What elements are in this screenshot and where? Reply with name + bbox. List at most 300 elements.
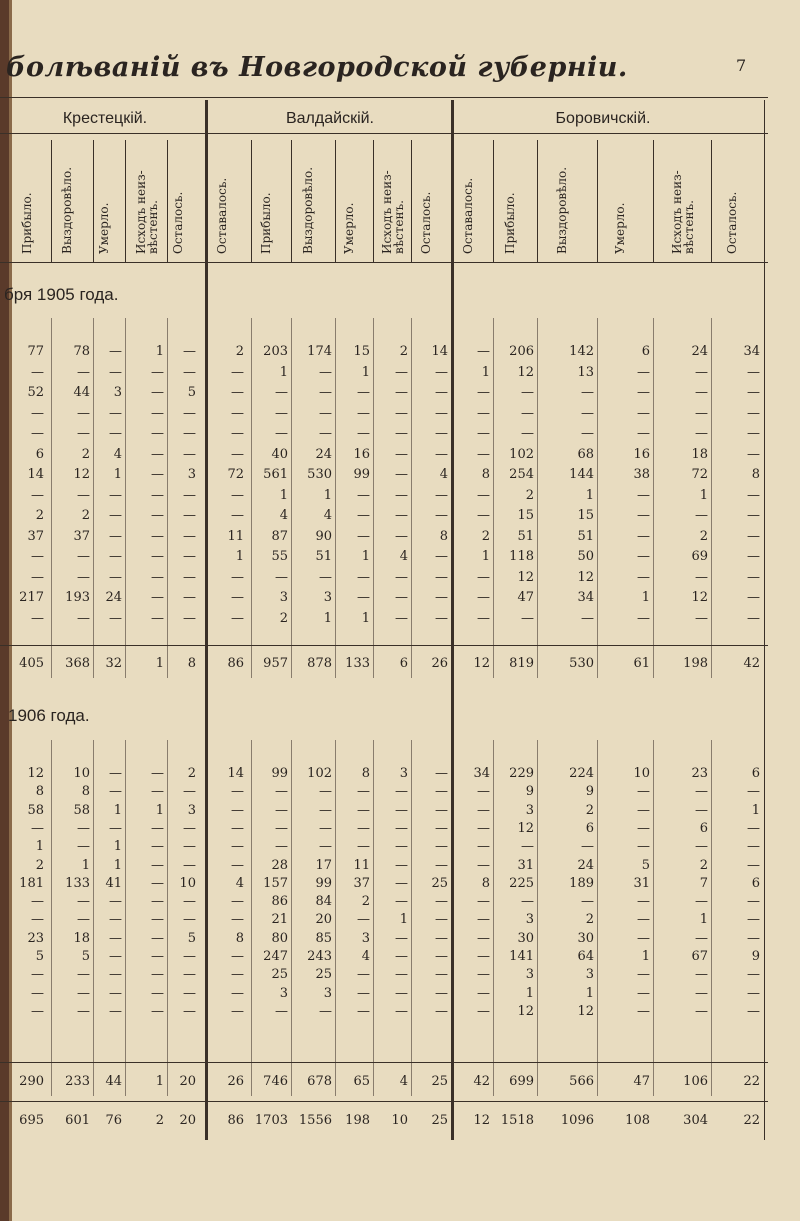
column-rule <box>411 140 412 262</box>
table-cell: 102 <box>509 446 534 462</box>
column-header: Умерло. <box>613 202 627 254</box>
table-cell: — <box>435 930 448 946</box>
table-cell: — <box>109 766 122 781</box>
table-cell: 10 <box>633 766 650 781</box>
table-cell: — <box>231 508 244 523</box>
table-cell: 47 <box>633 1074 650 1089</box>
column-rule <box>373 318 374 678</box>
column-rule <box>537 140 538 262</box>
table-cell: 8 <box>751 467 760 482</box>
column-header: Осталось. <box>725 191 739 254</box>
table-cell: 3 <box>279 985 288 1001</box>
table-cell: 4 <box>235 875 244 891</box>
table-cell: 2 <box>585 802 594 818</box>
table-cell: — <box>637 930 650 946</box>
column-rule <box>51 318 52 678</box>
table-cell: 1 <box>113 857 122 873</box>
table-cell: — <box>357 839 370 855</box>
table-cell: — <box>77 894 90 910</box>
column-header: Умерло. <box>97 202 111 254</box>
table-cell: — <box>395 875 408 891</box>
table-cell: — <box>231 364 244 380</box>
column-rule <box>411 740 412 1096</box>
table-cell: — <box>109 549 122 564</box>
table-cell: — <box>31 364 44 380</box>
table-cell: 37 <box>353 875 370 891</box>
table-cell: 233 <box>65 1074 90 1089</box>
table-cell: — <box>747 569 760 585</box>
table-cell: — <box>109 820 122 836</box>
table-cell: — <box>395 528 408 544</box>
column-rule <box>335 740 336 1096</box>
table-cell: 24 <box>691 344 708 359</box>
table-cell: 1 <box>35 839 44 855</box>
table-cell: — <box>521 405 534 421</box>
table-cell: 6 <box>751 766 760 781</box>
total-1906-rule <box>0 1062 768 1063</box>
table-cell: — <box>109 344 122 359</box>
column-header: Исходъ неиз- вѣстенъ. <box>670 170 696 254</box>
table-cell: 24 <box>577 857 594 873</box>
table-cell: — <box>695 1003 708 1019</box>
table-cell: 99 <box>271 766 288 781</box>
table-cell: 6 <box>641 344 650 359</box>
table-cell: — <box>183 528 196 544</box>
table-cell: — <box>109 949 122 964</box>
table-cell: — <box>747 487 760 503</box>
table-cell: — <box>695 569 708 585</box>
table-cell: 3 <box>585 967 594 983</box>
table-cell: 142 <box>569 344 594 359</box>
table-cell: 55 <box>271 549 288 564</box>
table-cell: — <box>637 385 650 400</box>
table-cell: 108 <box>625 1113 650 1128</box>
column-rule <box>493 318 494 678</box>
table-cell: 1 <box>155 656 164 671</box>
table-cell: 12 <box>473 1113 490 1128</box>
table-cell: 957 <box>263 656 288 671</box>
column-header: Выздоровѣло. <box>555 166 569 254</box>
table-cell: — <box>747 549 760 564</box>
table-cell: 22 <box>743 1074 760 1089</box>
table-cell: — <box>637 784 650 800</box>
column-rule <box>597 740 598 1096</box>
table-cell: 4 <box>399 1074 408 1089</box>
column-rule <box>125 318 126 678</box>
table-cell: — <box>477 344 490 359</box>
table-cell: 72 <box>691 467 708 482</box>
table-cell: 12 <box>691 590 708 605</box>
table-cell: — <box>477 426 490 441</box>
table-cell: 133 <box>65 875 90 891</box>
table-cell: — <box>109 894 122 910</box>
table-cell: — <box>637 985 650 1001</box>
table-cell: 12 <box>473 656 490 671</box>
table-cell: — <box>183 446 196 462</box>
table-cell: — <box>637 894 650 910</box>
table-cell: 40 <box>271 446 288 462</box>
table-cell: — <box>477 912 490 928</box>
table-cell: 2 <box>81 508 90 523</box>
column-rule <box>711 318 712 678</box>
table-cell: — <box>231 820 244 836</box>
table-cell: — <box>695 802 708 818</box>
table-cell: 14 <box>431 344 448 359</box>
table-cell: 11 <box>353 857 370 873</box>
table-cell: — <box>231 385 244 400</box>
table-cell: — <box>183 487 196 503</box>
table-cell: — <box>31 405 44 421</box>
table-cell: — <box>395 802 408 818</box>
table-cell: 16 <box>353 446 370 462</box>
column-rule <box>125 740 126 1096</box>
table-cell: — <box>747 912 760 928</box>
table-cell: — <box>231 967 244 983</box>
table-cell: — <box>477 569 490 585</box>
table-cell: 8 <box>187 656 196 671</box>
table-cell: — <box>477 894 490 910</box>
table-cell: 3 <box>525 802 534 818</box>
column-rule <box>373 740 374 1096</box>
table-cell: 5 <box>187 930 196 946</box>
table-cell: 2 <box>35 857 44 873</box>
column-rule <box>93 140 94 262</box>
table-cell: 530 <box>569 656 594 671</box>
table-cell: 4 <box>439 467 448 482</box>
table-cell: 6 <box>399 656 408 671</box>
column-header: Прибыло. <box>503 192 517 254</box>
table-cell: 1 <box>155 802 164 818</box>
table-cell: — <box>747 985 760 1001</box>
table-cell: 157 <box>263 875 288 891</box>
table-cell: — <box>275 1003 288 1019</box>
table-cell: — <box>357 985 370 1001</box>
table-cell: — <box>435 967 448 983</box>
table-cell: 243 <box>307 949 332 964</box>
table-cell: 217 <box>19 590 44 605</box>
table-cell: 1 <box>279 364 288 380</box>
table-cell: 30 <box>517 930 534 946</box>
table-cell: — <box>77 405 90 421</box>
table-cell: 20 <box>179 1074 196 1089</box>
table-cell: 47 <box>517 590 534 605</box>
table-cell: 878 <box>307 656 332 671</box>
table-cell: 50 <box>577 549 594 564</box>
table-cell: — <box>435 426 448 441</box>
table-cell: — <box>319 426 332 441</box>
table-cell: — <box>151 894 164 910</box>
table-cell: 3 <box>323 985 332 1001</box>
table-cell: — <box>395 894 408 910</box>
table-cell: 14 <box>227 766 244 781</box>
table-cell: — <box>151 549 164 564</box>
table-cell: — <box>357 385 370 400</box>
table-cell: — <box>109 405 122 421</box>
table-cell: 290 <box>19 1074 44 1089</box>
table-cell: — <box>183 949 196 964</box>
table-cell: 1 <box>481 364 490 380</box>
table-cell: — <box>435 766 448 781</box>
table-cell: 206 <box>509 344 534 359</box>
table-cell: 1 <box>699 487 708 503</box>
table-cell: — <box>231 487 244 503</box>
table-cell: — <box>395 426 408 441</box>
table-cell: 6 <box>751 875 760 891</box>
table-cell: — <box>435 1003 448 1019</box>
table-cell: — <box>395 985 408 1001</box>
table-cell: — <box>637 405 650 421</box>
table-cell: — <box>435 590 448 605</box>
table-cell: — <box>151 364 164 380</box>
table-cell: 85 <box>315 930 332 946</box>
table-cell: — <box>477 487 490 503</box>
table-cell: 1 <box>361 364 370 380</box>
table-cell: 64 <box>577 949 594 964</box>
table-cell: 9 <box>751 949 760 964</box>
table-cell: — <box>77 839 90 855</box>
table-cell: — <box>319 784 332 800</box>
table-cell: 34 <box>577 590 594 605</box>
table-cell: — <box>395 385 408 400</box>
column-header: Выздоровѣло. <box>301 166 315 254</box>
table-cell: 1 <box>113 802 122 818</box>
table-cell: — <box>183 784 196 800</box>
column-header: Прибыло. <box>259 192 273 254</box>
table-cell: 5 <box>187 385 196 400</box>
table-cell: — <box>357 1003 370 1019</box>
table-cell: 1 <box>81 857 90 873</box>
column-rule <box>711 740 712 1096</box>
table-cell: 174 <box>307 344 332 359</box>
table-cell: — <box>231 894 244 910</box>
page-title: болѣваній въ Новгородской губерніи. <box>6 52 628 83</box>
table-cell: 15 <box>517 508 534 523</box>
table-cell: — <box>357 426 370 441</box>
table-cell: — <box>477 385 490 400</box>
table-cell: — <box>357 784 370 800</box>
table-cell: 2 <box>279 610 288 626</box>
table-cell: 699 <box>509 1074 534 1089</box>
table-cell: — <box>521 894 534 910</box>
table-cell: 1 <box>641 949 650 964</box>
table-cell: — <box>275 820 288 836</box>
table-cell: — <box>637 820 650 836</box>
table-cell: — <box>395 930 408 946</box>
table-cell: 42 <box>473 1074 490 1089</box>
table-cell: — <box>477 784 490 800</box>
table-cell: — <box>231 784 244 800</box>
table-cell: 99 <box>353 467 370 482</box>
table-cell: — <box>109 784 122 800</box>
table-cell: — <box>109 528 122 544</box>
table-cell: 224 <box>569 766 594 781</box>
table-cell: 25 <box>271 967 288 983</box>
table-cell: 8 <box>481 467 490 482</box>
column-rule <box>335 140 336 262</box>
table-cell: — <box>151 766 164 781</box>
table-cell: 4 <box>113 446 122 462</box>
column-rule <box>167 740 168 1096</box>
table-cell: 18 <box>691 446 708 462</box>
table-cell: 25 <box>315 967 332 983</box>
table-cell: 1 <box>113 467 122 482</box>
table-cell: — <box>275 784 288 800</box>
table-cell: 8 <box>235 930 244 946</box>
table-cell: 193 <box>65 590 90 605</box>
table-cell: 13 <box>577 364 594 380</box>
column-rule <box>653 140 654 262</box>
column-header: Оставалось. <box>461 177 475 254</box>
table-cell: — <box>357 569 370 585</box>
table-cell: — <box>151 1003 164 1019</box>
column-rule <box>51 740 52 1096</box>
table-cell: — <box>31 549 44 564</box>
table-cell: — <box>747 610 760 626</box>
table-cell: — <box>747 385 760 400</box>
table-cell: 561 <box>263 467 288 482</box>
table-cell: — <box>395 839 408 855</box>
table-cell: — <box>183 590 196 605</box>
table-cell: 1 <box>585 487 594 503</box>
table-cell: — <box>637 610 650 626</box>
table-cell: — <box>183 508 196 523</box>
table-cell: 1 <box>113 839 122 855</box>
table-cell: 9 <box>525 784 534 800</box>
table-cell: — <box>183 426 196 441</box>
table-cell: 141 <box>509 949 534 964</box>
table-cell: — <box>581 839 594 855</box>
table-cell: 5 <box>641 857 650 873</box>
table-cell: 20 <box>179 1113 196 1128</box>
table-cell: 51 <box>517 528 534 544</box>
column-rule <box>251 318 252 678</box>
column-header: Исходъ неиз- вѣстенъ. <box>380 170 406 254</box>
table-cell: 58 <box>27 802 44 818</box>
table-cell: 23 <box>27 930 44 946</box>
table-cell: — <box>231 590 244 605</box>
table-cell: — <box>109 985 122 1001</box>
column-rule <box>291 140 292 262</box>
table-cell: — <box>231 405 244 421</box>
column-rule <box>125 140 126 262</box>
table-cell: — <box>581 385 594 400</box>
table-cell: — <box>109 967 122 983</box>
table-cell: — <box>695 967 708 983</box>
table-cell: 10 <box>179 875 196 891</box>
table-cell: 530 <box>307 467 332 482</box>
table-cell: — <box>151 930 164 946</box>
table-cell: — <box>435 894 448 910</box>
table-cell: — <box>77 610 90 626</box>
table-cell: — <box>231 985 244 1001</box>
table-cell: — <box>231 610 244 626</box>
table-cell: 86 <box>271 894 288 910</box>
district-krestetsky: Крестецкій. <box>62 110 148 127</box>
table-cell: — <box>31 569 44 585</box>
table-cell: — <box>109 508 122 523</box>
table-cell: — <box>151 590 164 605</box>
table-cell: — <box>581 894 594 910</box>
table-cell: — <box>695 784 708 800</box>
table-cell: 225 <box>509 875 534 891</box>
table-cell: 72 <box>227 467 244 482</box>
table-cell: — <box>695 985 708 1001</box>
column-rule <box>167 140 168 262</box>
table-cell: — <box>31 985 44 1001</box>
table-cell: 26 <box>227 1074 244 1089</box>
table-cell: — <box>477 405 490 421</box>
table-cell: — <box>521 839 534 855</box>
table-cell: 3 <box>525 912 534 928</box>
table-cell: — <box>357 912 370 928</box>
table-cell: — <box>395 508 408 523</box>
table-cell: 22 <box>743 1113 760 1128</box>
table-cell: — <box>357 487 370 503</box>
table-cell: — <box>395 364 408 380</box>
table-cell: — <box>275 426 288 441</box>
table-cell: 1556 <box>298 1113 332 1128</box>
table-cell: 37 <box>73 528 90 544</box>
table-cell: — <box>77 985 90 1001</box>
table-cell: — <box>695 839 708 855</box>
table-cell: 3 <box>187 467 196 482</box>
table-cell: — <box>31 487 44 503</box>
table-cell: — <box>77 364 90 380</box>
table-cell: 601 <box>65 1113 90 1128</box>
table-cell: 2 <box>585 912 594 928</box>
table-cell: — <box>183 569 196 585</box>
table-cell: 1 <box>361 549 370 564</box>
table-cell: 2 <box>155 1113 164 1128</box>
table-cell: 203 <box>263 344 288 359</box>
table-cell: — <box>151 949 164 964</box>
column-rule <box>711 140 712 262</box>
table-cell: 2 <box>699 857 708 873</box>
table-cell: — <box>183 364 196 380</box>
table-cell: — <box>747 508 760 523</box>
table-cell: — <box>77 967 90 983</box>
table-cell: — <box>395 590 408 605</box>
table-cell: — <box>109 610 122 626</box>
table-cell: 12 <box>517 820 534 836</box>
table-cell: 1 <box>641 590 650 605</box>
column-rule <box>93 740 94 1096</box>
table-cell: 24 <box>315 446 332 462</box>
table-cell: 368 <box>65 656 90 671</box>
table-cell: 5 <box>81 949 90 964</box>
column-rule <box>167 318 168 678</box>
table-cell: — <box>151 385 164 400</box>
page-right-rule <box>764 100 765 1140</box>
district-divider <box>205 100 208 1140</box>
table-cell: 695 <box>19 1113 44 1128</box>
table-cell: 16 <box>633 446 650 462</box>
table-cell: — <box>581 405 594 421</box>
table-cell: — <box>151 839 164 855</box>
table-cell: 99 <box>315 875 332 891</box>
table-cell: 5 <box>35 949 44 964</box>
table-cell: — <box>637 487 650 503</box>
table-cell: — <box>477 985 490 1001</box>
table-cell: 6 <box>35 446 44 462</box>
table-cell: — <box>231 569 244 585</box>
table-cell: — <box>747 405 760 421</box>
table-cell: — <box>151 487 164 503</box>
table-cell: 4 <box>361 949 370 964</box>
table-cell: 2 <box>81 446 90 462</box>
table-cell: 2 <box>699 528 708 544</box>
table-cell: 24 <box>105 590 122 605</box>
